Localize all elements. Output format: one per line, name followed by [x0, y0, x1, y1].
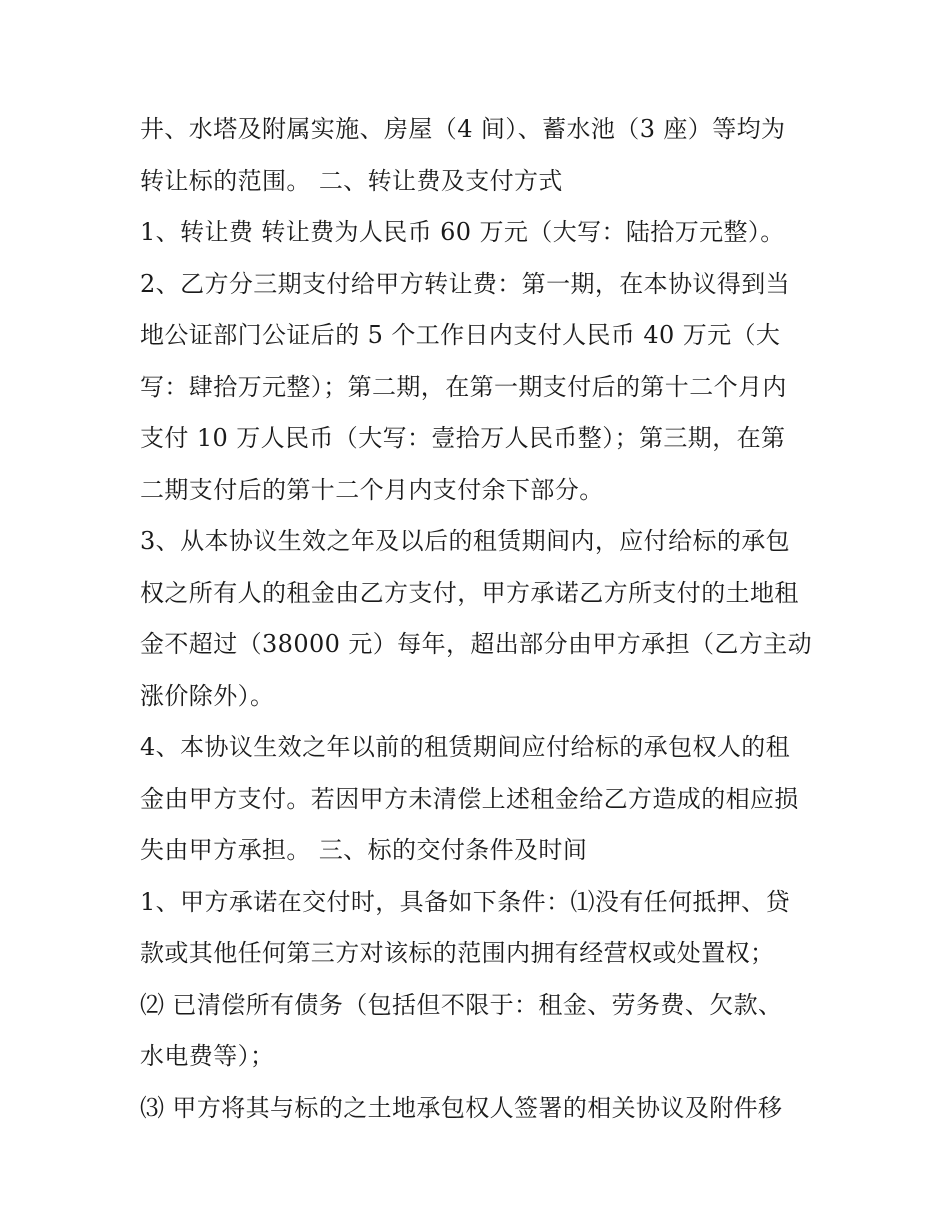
- text-line: 失由甲方承担。 三、标的交付条件及时间: [140, 836, 588, 864]
- text-line: 2、乙方分三期支付给甲方转让费：第一期，在本协议得到当: [140, 269, 791, 298]
- text-line: 支付 10 万人民币（大写：壹拾万人民币整）；第三期，在第: [140, 424, 786, 452]
- text-line: 写：肆拾万元整）；第二期，在第一期支付后的第十二个月内: [140, 372, 787, 401]
- text-line: ⑶ 甲方将其与标的之土地承包权人签署的相关协议及附件移: [140, 1093, 783, 1122]
- text-line: 水电费等）；: [140, 1042, 275, 1070]
- text-line: 3、从本协议生效之年及以后的租赁期间内，应付给标的承包: [140, 527, 791, 555]
- text-line: 二期支付后的第十二个月内支付余下部分。: [140, 475, 604, 504]
- text-line: 1、甲方承诺在交付时，具备如下条件：⑴没有任何抵押、贷: [140, 887, 791, 916]
- text-line: 权之所有人的租金由乙方支付，甲方承诺乙方所支付的土地租: [140, 578, 799, 607]
- text-line: 金不超过（38000 元）每年，超出部分由甲方承担（乙方主动: [140, 630, 812, 658]
- document-body: [140, 104, 830, 1134]
- text-line: 款或其他任何第三方对该标的范围内拥有经营权或处置权；: [140, 939, 775, 967]
- text-line: 涨价除外）。: [140, 681, 275, 710]
- text-line: ⑵ 已清偿所有债务（包括但不限于：租金、劳务费、欠款、: [140, 990, 783, 1019]
- text-line: 井、水塔及附属实施、房屋（4 间）、蓄水池（3 座）等均为: [140, 115, 786, 143]
- text-line: 金由甲方支付。若因甲方未清偿上述租金给乙方造成的相应损: [140, 784, 799, 813]
- text-line: 1、转让费 转让费为人民币 60 万元（大写：陆拾万元整）。: [140, 218, 785, 246]
- text-line: 转让标的范围。 二、转让费及支付方式: [140, 166, 563, 195]
- text-line: 4、本协议生效之年以前的租赁期间应付给标的承包权人的租: [140, 733, 791, 761]
- text-line: 地公证部门公证后的 5 个工作日内支付人民币 40 万元（大: [140, 321, 781, 349]
